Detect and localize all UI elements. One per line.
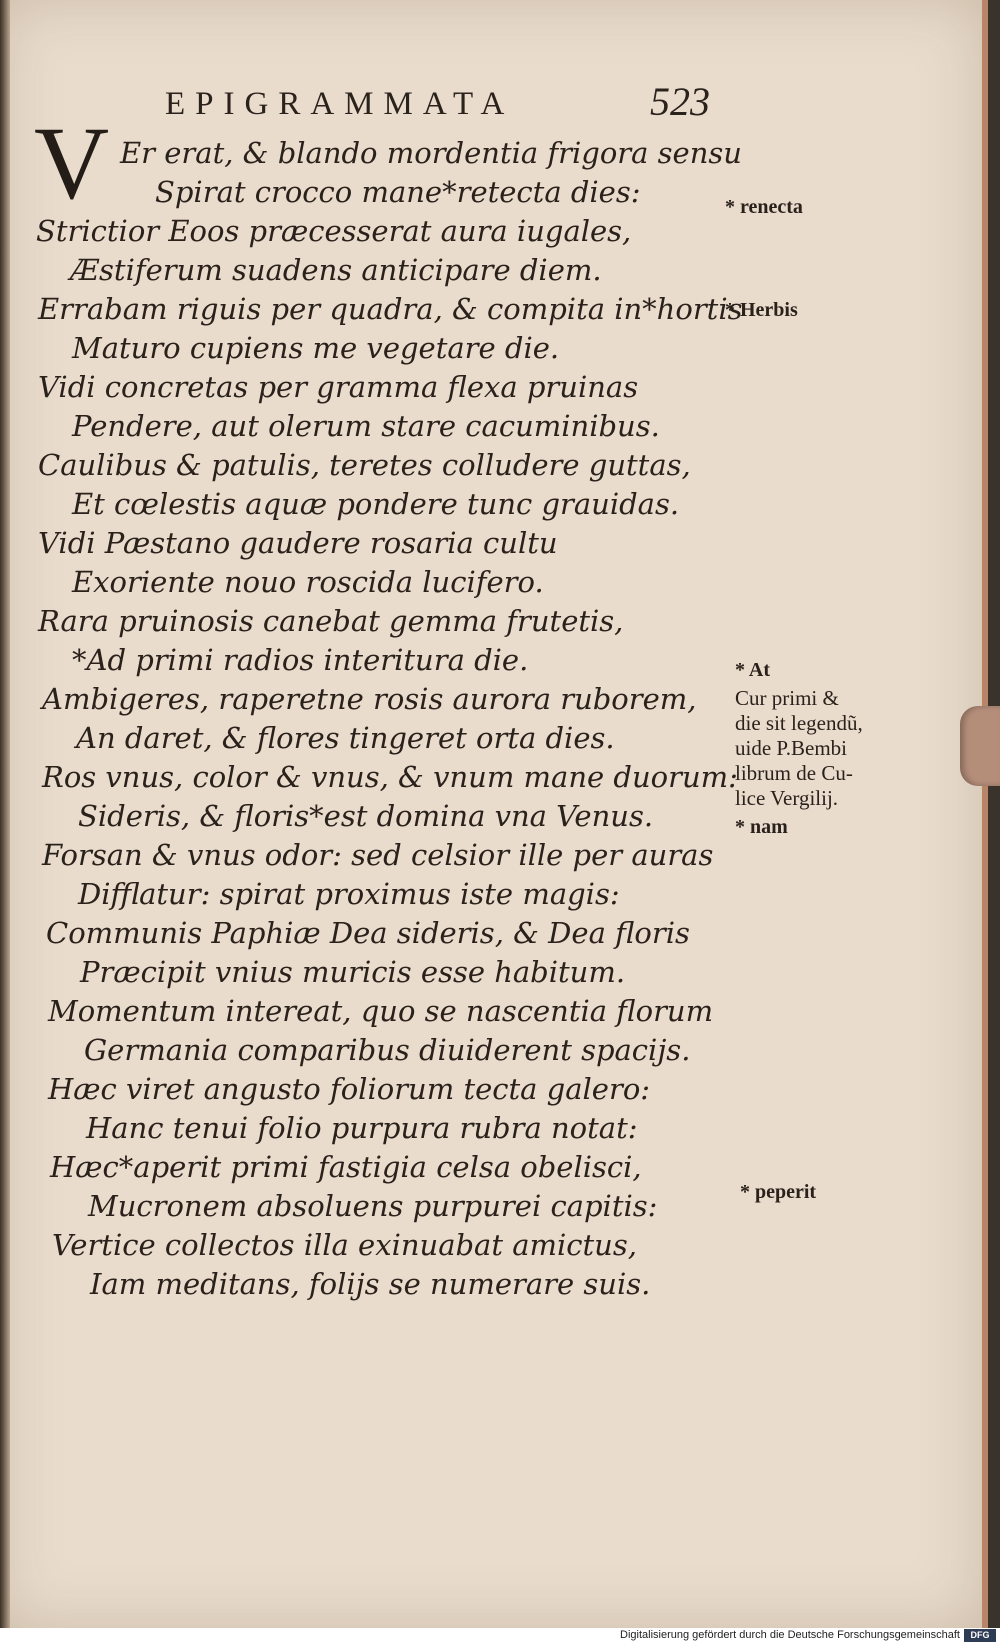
verse-line: Pendere, aut olerum stare cacuminibus. (72, 409, 660, 443)
verse-line: Sideris, & floris*est domina vna Venus. (78, 799, 654, 833)
verse-line: Præcipit vnius muricis esse habitum. (80, 955, 626, 989)
verse-line: Ambigeres, raperetne rosis aurora ruborem, (42, 682, 697, 716)
running-header: EPIGRAMMATA (165, 86, 515, 122)
margin-commentary-line: Cur primi & (735, 686, 839, 710)
dfg-logo: DFG (964, 1629, 996, 1642)
page-gutter (0, 0, 10, 1628)
verse-line: Difflatur: spirat proximus iste magis: (78, 877, 620, 911)
verse-line: Æstiferum suadens anticipare diem. (70, 253, 602, 287)
margin-note: * nam (735, 816, 788, 838)
funding-credit: Digitalisierung gefördert durch die Deutsche Forschungsgemeinschaft (620, 1629, 960, 1641)
verse-line: Caulibus & patulis, teretes colludere guttas, (38, 448, 691, 482)
verse-line: Er erat, & blando mordentia frigora sensu (120, 136, 742, 170)
verse-line: Momentum intereat, quo se nascentia florum (48, 994, 714, 1028)
page-tab-marker (960, 706, 1000, 786)
verse-line: Vidi concretas per gramma flexa pruinas (38, 370, 639, 404)
verse-line: An daret, & flores tingeret orta dies. (76, 721, 615, 755)
verse-line: Germania comparibus diuiderent spacijs. (84, 1033, 691, 1067)
margin-commentary-line: uide P.Bembi (735, 736, 848, 760)
verse-line: Iam meditans, folijs se numerare suis. (90, 1267, 651, 1301)
verse-line: Vidi Pæstano gaudere rosaria cultu (38, 526, 558, 560)
verse-line: Exoriente nouo roscida lucifero. (72, 565, 544, 599)
verse-line: Vertice collectos illa exinuabat amictus, (52, 1228, 637, 1262)
margin-commentary (735, 686, 863, 811)
footer-bar (0, 1628, 1000, 1643)
verse-line: Et cœlestis aquæ pondere tunc grauidas. (72, 487, 680, 521)
page-number: 523 (650, 79, 710, 124)
verse-line: Maturo cupiens me vegetare die. (72, 331, 560, 365)
verse-line: Forsan & vnus odor: sed celsior ille per auras (42, 838, 714, 872)
verse-line: *Ad primi radios interitura die. (72, 643, 529, 677)
margin-commentary-line: die sit legendũ, (735, 711, 863, 735)
margin-note: * At (735, 659, 770, 681)
verse-line: Spirat crocco mane*retecta dies: (155, 175, 641, 209)
margin-note: * peperit (740, 1181, 817, 1203)
margin-note: * Herbis (725, 299, 798, 321)
verse-line: Hæc viret angusto foliorum tecta galero: (48, 1072, 651, 1106)
verse-line: Strictior Eoos præcesserat aura iugales, (36, 214, 632, 248)
verse-line: Rara pruinosis canebat gemma frutetis, (38, 604, 624, 638)
verse-line: Ros vnus, color & vnus, & vnum mane duorum: (42, 760, 738, 794)
margin-commentary-line: librum de Cu- (735, 761, 853, 785)
verse-line: Hanc tenui folio purpura rubra notat: (86, 1111, 638, 1145)
drop-cap-initial: V (34, 106, 110, 221)
verse-line: Errabam riguis per quadra, & compita in*hortis (38, 292, 743, 326)
verse-line: Mucronem absoluens purpurei capitis: (88, 1189, 658, 1223)
margin-note: * renecta (725, 196, 803, 218)
verse-line: Communis Paphiæ Dea sideris, & Dea floris (46, 916, 690, 950)
margin-commentary-line: lice Vergilij. (735, 786, 839, 810)
verse-line: Hæc*aperit primi fastigia celsa obelisci, (50, 1150, 642, 1184)
